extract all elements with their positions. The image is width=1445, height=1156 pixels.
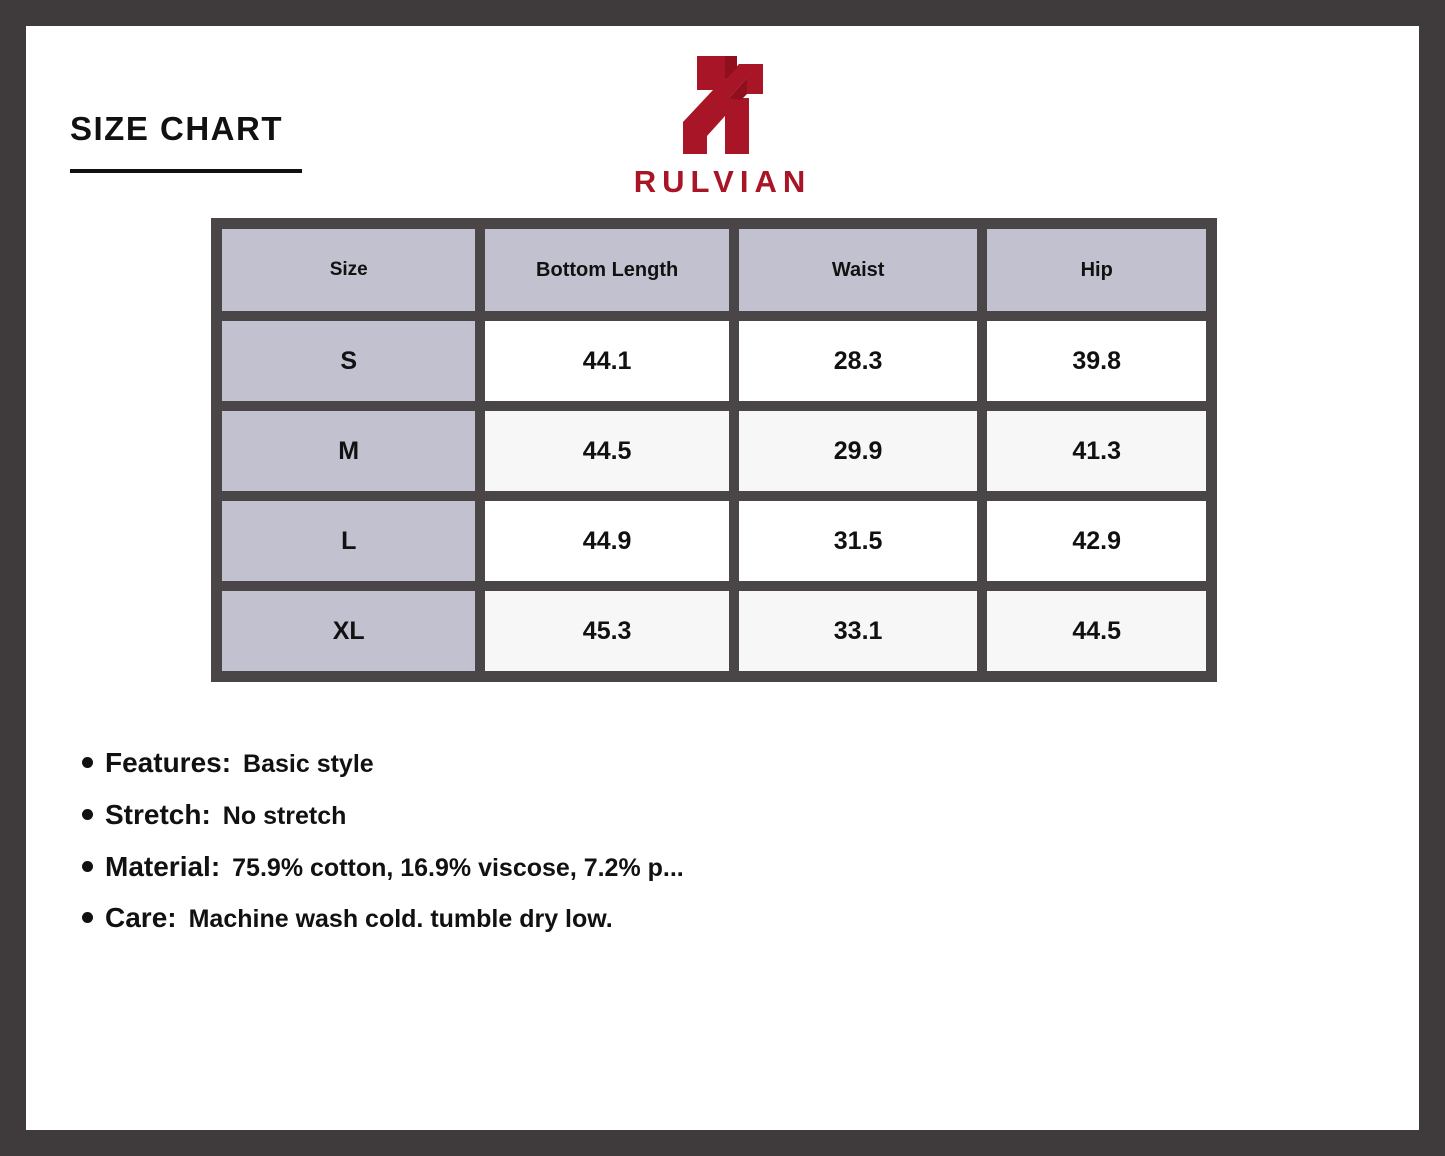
- list-item: [82, 903, 1379, 934]
- cell-size: XL: [217, 586, 480, 676]
- cell-bottom-length: 44.9: [480, 496, 733, 586]
- table-row: [217, 316, 1211, 406]
- column-header-size: Size: [217, 224, 480, 316]
- cell-size: S: [217, 316, 480, 406]
- list-item: [82, 748, 1379, 779]
- bullet-icon: [82, 809, 93, 820]
- bullet-icon: [82, 861, 93, 872]
- table-row: [217, 586, 1211, 676]
- column-header-hip: Hip: [982, 224, 1211, 316]
- table-header-row: [217, 224, 1211, 316]
- brand-name: RULVIAN: [633, 164, 812, 199]
- cell-hip: 39.8: [982, 316, 1211, 406]
- brand-block: [26, 50, 1419, 197]
- cell-waist: 29.9: [734, 406, 983, 496]
- detail-value: 75.9% cotton, 16.9% viscose, 7.2% p...: [232, 853, 684, 882]
- size-table-container: [211, 218, 1217, 682]
- cell-bottom-length: 45.3: [480, 586, 733, 676]
- cell-size: M: [217, 406, 480, 496]
- cell-hip: 44.5: [982, 586, 1211, 676]
- detail-label: Features:: [105, 747, 232, 778]
- page-content: [26, 26, 1419, 1130]
- cell-waist: 31.5: [734, 496, 983, 586]
- column-header-waist: Waist: [734, 224, 983, 316]
- cell-waist: 28.3: [734, 316, 983, 406]
- size-chart-table: [211, 218, 1217, 682]
- detail-value: Machine wash cold. tumble dry low.: [188, 905, 613, 934]
- cell-hip: 42.9: [982, 496, 1211, 586]
- cell-bottom-length: 44.5: [480, 406, 733, 496]
- detail-value: No stretch: [222, 801, 347, 830]
- table-row: [217, 496, 1211, 586]
- detail-label: Care:: [105, 902, 177, 934]
- document-header: [26, 26, 1419, 211]
- page-title: SIZE CHART: [70, 110, 283, 147]
- rulvian-r-logo-icon: [663, 50, 783, 160]
- table-row: [217, 406, 1211, 496]
- cell-size: L: [217, 496, 480, 586]
- list-item: [82, 800, 1379, 831]
- column-header-bottom-length: Bottom Length: [480, 224, 733, 316]
- bullet-icon: [82, 757, 93, 768]
- detail-label: Stretch:: [105, 798, 211, 830]
- product-details-list: [82, 748, 1379, 955]
- detail-value: Basic style: [243, 750, 374, 778]
- bullet-icon: [82, 912, 93, 923]
- detail-label: Material:: [105, 850, 221, 882]
- cell-waist: 33.1: [734, 586, 983, 676]
- cell-hip: 41.3: [982, 406, 1211, 496]
- list-item: [82, 852, 1379, 883]
- cell-bottom-length: 44.1: [480, 316, 733, 406]
